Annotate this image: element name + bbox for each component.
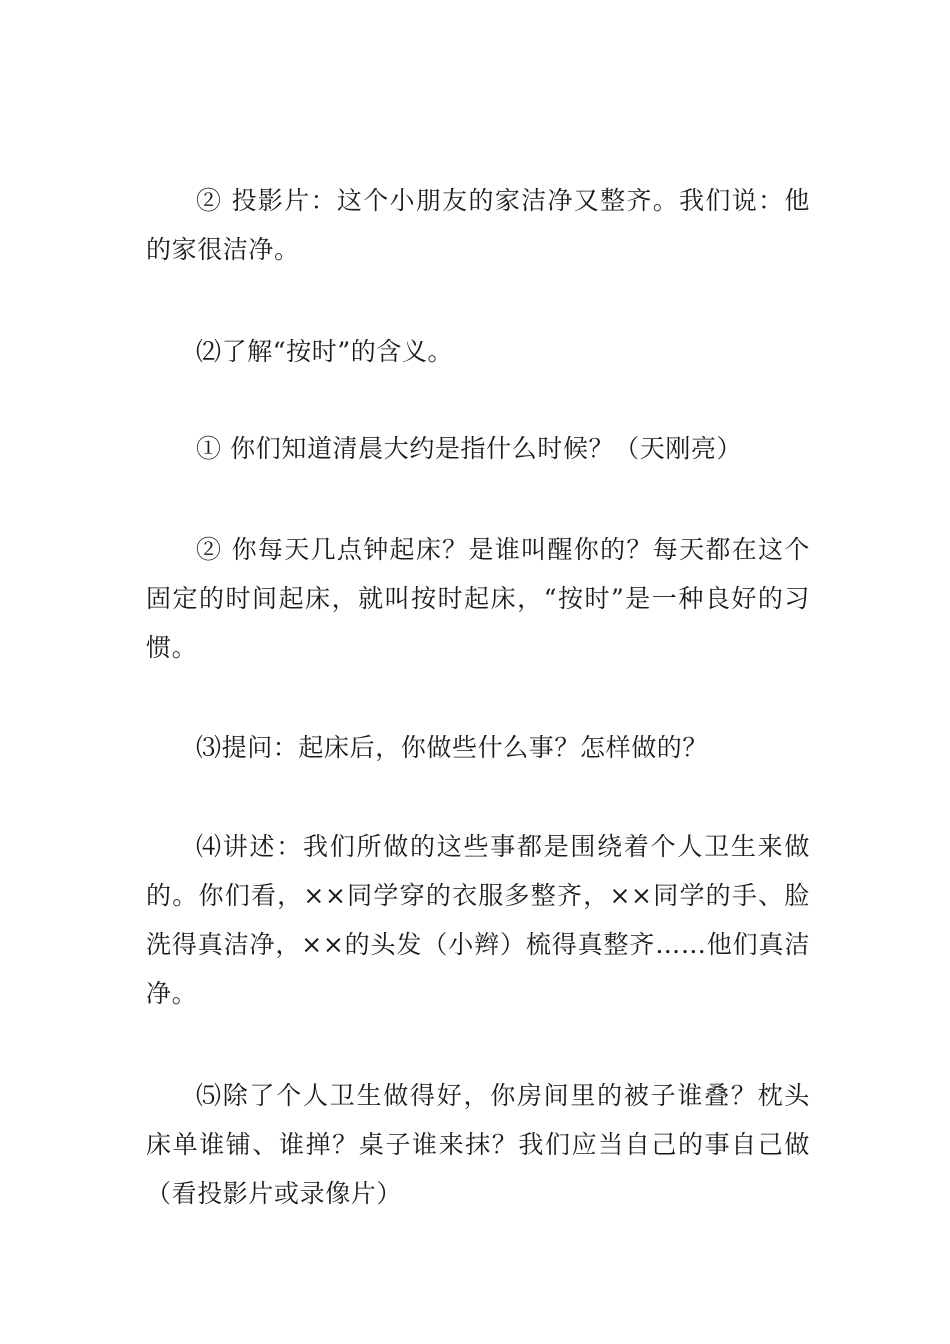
paragraph-wake-up-time: ② 你每天几点钟起床？是谁叫醒你的？每天都在这个固定的时间起床，就叫按时起床，“按时”是一种良好的习惯。 (146, 535, 810, 662)
paragraph-question-morning: ① 你们知道清晨大约是指什么时候？（天刚亮） (196, 434, 743, 463)
paragraph-personal-hygiene: ⑷讲述：我们所做的这些事都是围绕着个人卫生来做的。你们看，××同学穿的衣服多整齐，××同学的手、脸洗得真洁净，××的头发（小辫）梳得真整齐……他们真洁净。 (146, 832, 810, 1008)
paragraph-do-own-chores: ⑸除了个人卫生做得好，你房间里的被子谁叠？枕头床单谁铺、谁掸？桌子谁来抹？我们应当自己的事自己做（看投影片或录像片） (146, 1081, 810, 1208)
paragraph-after-getting-up: ⑶提问：起床后，你做些什么事？怎样做的？ (196, 733, 709, 762)
paragraph-meaning-on-time: ⑵了解“按时”的含义。 (196, 337, 454, 366)
paragraph-projection-home-clean: ② 投影片：这个小朋友的家洁净又整齐。我们说：他的家很洁净。 (146, 186, 810, 264)
